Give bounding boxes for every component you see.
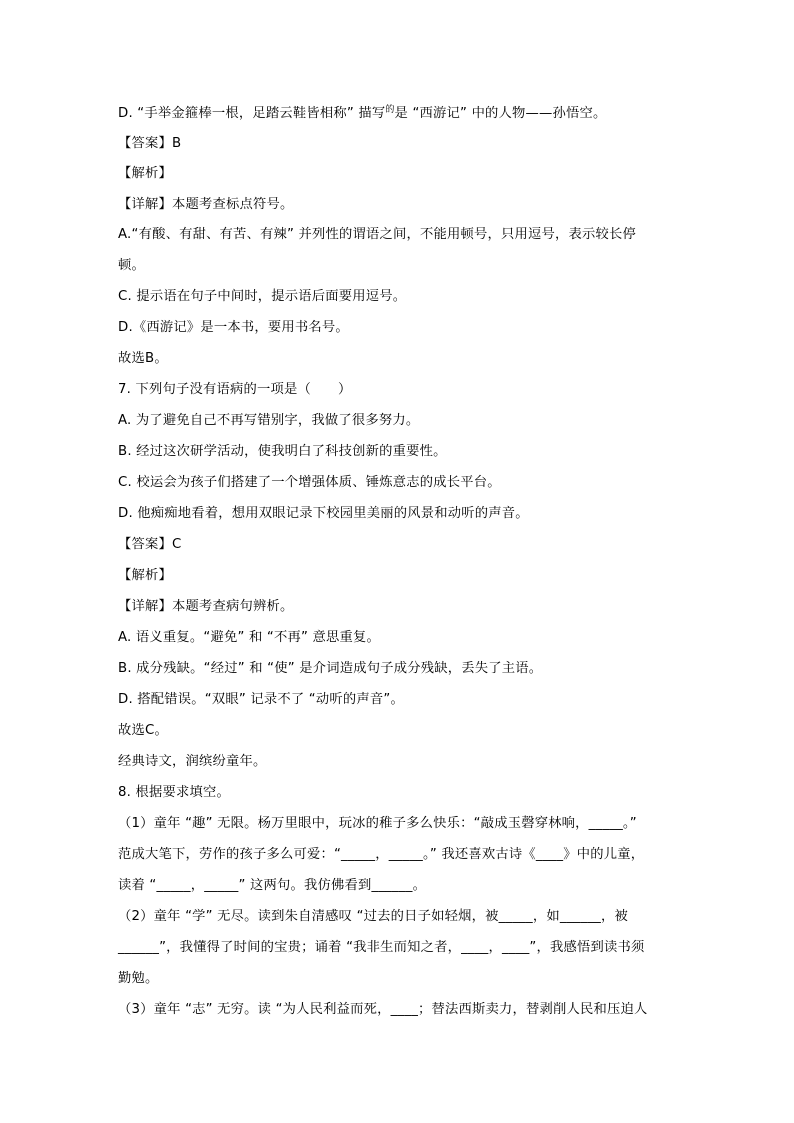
question-8-part-3: （3）童年 “志” 无穷。读 “为人民利益而死，____；替法西斯卖力，替剥削人民和压迫人	[118, 1002, 648, 1017]
text-line: D. 搭配错误。“双眼” 记录不了 “动听的声音”。	[118, 692, 404, 707]
question-8-part-2: （2）童年 “学” 无尽。读到朱自清感叹 “过去的日子如轻烟，被_____，如______，被	[118, 909, 628, 924]
question-8-part-1: 读着 “_____，_____” 这两句。我仿佛看到______。	[118, 878, 427, 893]
analysis-label: 【解析】	[118, 568, 172, 583]
question-7-option-b: B. 经过这次研学活动，使我明白了科技创新的重要性。	[118, 444, 447, 459]
question-8-stem: 8. 根据要求填空。	[118, 785, 230, 800]
question-7-stem: 7. 下列句子没有语病的一项是（ ）	[118, 382, 352, 397]
analysis-label: 【解析】	[118, 166, 172, 181]
text-line: B. 成分残缺。“经过” 和 “使” 是介词造成句子成分残缺，丢失了主语。	[118, 661, 543, 676]
text-line: A.“有酸、有甜、有苦、有辣” 并列性的谓语之间，不能用顿号，只用逗号，表示较长停	[118, 227, 636, 242]
answer-label: 【答案】B	[118, 136, 182, 151]
text-line: 顿。	[118, 258, 145, 273]
text-line: C. 提示语在句子中间时，提示语后面要用逗号。	[118, 289, 407, 304]
answer-label: 【答案】C	[118, 537, 182, 552]
detail-text: 【详解】本题考查标点符号。	[118, 197, 294, 212]
section-heading: 经典诗文，润缤纷童年。	[118, 754, 267, 769]
question-8-part-1: 范成大笔下，劳作的孩子多么可爱：“_____，_____。” 我还喜欢古诗《____》中的儿童，	[118, 847, 645, 862]
line-text: D. “手举金箍棒一根，足踏云鞋皆相称” 描写	[118, 106, 386, 121]
question-7-option-d: D. 他痴痴地看着，想用双眼记录下校园里美丽的风景和动听的声音。	[118, 506, 529, 521]
detail-text: 【详解】本题考查病句辨析。	[118, 599, 294, 614]
text-line: A. 语义重复。“避免” 和 “不再” 意思重复。	[118, 630, 381, 645]
question-7-option-c: C. 校运会为孩子们搭建了一个增强体质、锤炼意志的成长平台。	[118, 475, 501, 490]
question-8-part-1: （1）童年 “趣” 无限。杨万里眼中，玩冰的稚子多么快乐：“敲成玉磬穿林响，_____。”	[118, 816, 637, 831]
line-text: 是 “西游记” 中的人物——孙悟空。	[394, 106, 607, 121]
conclusion-text: 故选B。	[118, 351, 168, 366]
text-line: D.《西游记》是一本书，要用书名号。	[118, 320, 349, 335]
question-8-part-2: ______”，我懂得了时间的宝贵；诵着 “我非生而知之者，____，____”，我感悟到读书须	[118, 940, 645, 955]
question-7-option-a: A. 为了避免自己不再写错别字，我做了很多努力。	[118, 413, 420, 428]
superscript-text: 的	[385, 105, 395, 115]
text-line	[118, 106, 607, 123]
conclusion-text: 故选C。	[118, 723, 168, 738]
question-8-part-2: 勤勉。	[118, 971, 159, 986]
